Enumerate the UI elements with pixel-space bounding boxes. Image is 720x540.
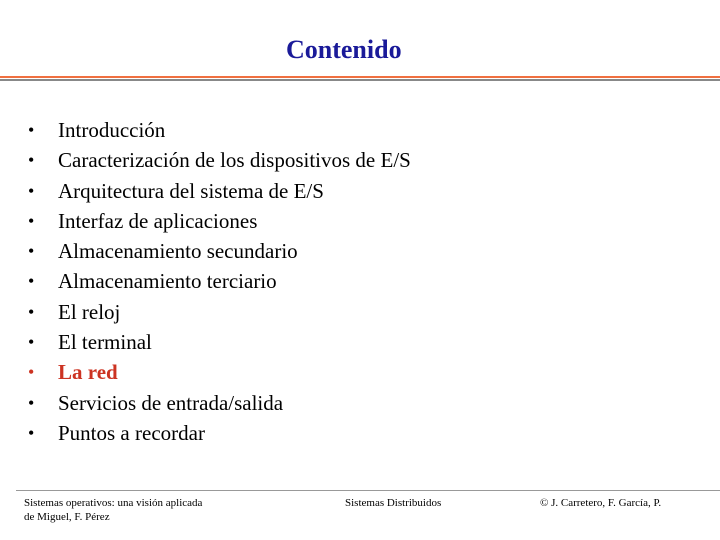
footer-copyright: © J. Carretero, F. García, P. (540, 497, 662, 509)
bullet-icon: • (28, 301, 35, 322)
list-item-label: Caracterización de los dispositivos de E/S (58, 148, 411, 173)
list-item-label: Almacenamiento terciario (58, 269, 277, 294)
title-divider (0, 76, 720, 82)
title-divider-gray-line (0, 79, 720, 81)
bullet-icon: • (28, 120, 35, 140)
list-item-label: Introducción (58, 118, 166, 142)
slide-title-text: Contenido (286, 35, 402, 64)
bullet-icon: • (28, 241, 35, 262)
footer-book-authors: de Miguel, F. Pérez (24, 511, 110, 523)
list-item-label: Interfaz de aplicaciones (58, 208, 258, 233)
list-item-label: El terminal (58, 330, 152, 355)
bullet-icon: • (28, 332, 35, 353)
bullet-icon: • (28, 362, 35, 383)
bullet-icon: • (28, 422, 35, 443)
bullet-icon: • (28, 392, 35, 413)
footer-divider (16, 490, 720, 491)
footer-book-title: Sistemas operativos: una visión aplicada (24, 497, 203, 509)
list-item-label: Puntos a recordar (58, 420, 205, 445)
list-item-label: La red (58, 360, 118, 385)
list-item-label: El reloj (58, 299, 121, 324)
list-item-label: Almacenamiento secundario (58, 239, 298, 264)
bullet-icon: • (28, 180, 35, 201)
footer-book-credit (24, 496, 254, 524)
list-item-label: Arquitectura del sistema de E/S (58, 178, 324, 203)
bullet-icon: • (28, 271, 35, 292)
footer-course-name: Sistemas Distribuidos (345, 497, 442, 509)
title-divider-accent-line (0, 76, 720, 78)
bullet-icon: • (28, 150, 35, 171)
bullet-icon: • (28, 210, 35, 231)
list-item-label: Servicios de entrada/salida (58, 390, 284, 415)
